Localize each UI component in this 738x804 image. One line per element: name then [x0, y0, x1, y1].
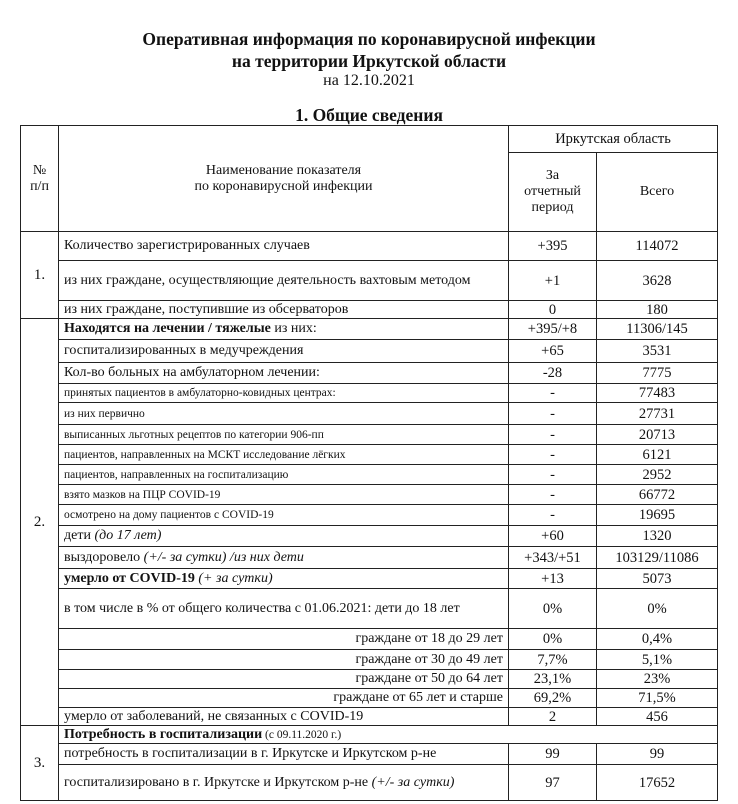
table-row	[21, 301, 718, 319]
table-row	[21, 340, 718, 363]
row-total-value: 20713	[597, 425, 718, 445]
row-period-value: -	[509, 505, 597, 526]
section-heading	[59, 726, 718, 744]
column-header-period	[509, 153, 597, 232]
row-label	[59, 319, 509, 340]
row-label	[59, 569, 509, 589]
row-label: потребность в госпитализации в г. Иркутске и Иркутском р-не	[59, 744, 509, 765]
column-header-period-line1: За	[545, 168, 560, 183]
table-row	[21, 708, 718, 726]
row-total-value: 19695	[597, 505, 718, 526]
row-total-value: 0,4%	[597, 629, 718, 650]
row-label: из них граждане, поступившие из обсерваторов	[59, 301, 509, 319]
column-header-region: Иркутская область	[509, 126, 718, 153]
row-period-value: +395/+8	[509, 319, 597, 340]
row-period-value: 0%	[509, 629, 597, 650]
table-row	[21, 589, 718, 629]
row-period-value: -28	[509, 363, 597, 384]
row-label: граждане от 65 лет и старше	[59, 689, 509, 708]
table-row	[21, 261, 718, 301]
row-label-text: выздоровело	[64, 549, 144, 565]
row-total-value: 6121	[597, 445, 718, 465]
table-row	[21, 765, 718, 801]
row-period-value: +395	[509, 232, 597, 261]
table-row	[21, 363, 718, 384]
table-row	[21, 403, 718, 425]
column-header-period-line3: период	[531, 200, 574, 215]
row-period-value: +65	[509, 340, 597, 363]
row-total-value: 456	[597, 708, 718, 726]
row-label-bold: умерло от COVID-19	[64, 570, 195, 586]
table-row	[21, 485, 718, 505]
row-label	[59, 547, 509, 569]
table-row	[21, 319, 718, 340]
row-label: из них граждане, осуществляющие деятельность вахтовым методом	[59, 261, 509, 301]
row-total-value: 114072	[597, 232, 718, 261]
row-total-value: 23%	[597, 670, 718, 689]
table-row	[21, 744, 718, 765]
row-period-value: 99	[509, 744, 597, 765]
section-heading-bold: Потребность в госпитализации	[64, 726, 263, 742]
table-row	[21, 547, 718, 569]
row-total-value: 7775	[597, 363, 718, 384]
table-row	[21, 670, 718, 689]
section-title: 1. Общие сведения	[295, 105, 443, 125]
row-total-value: 5,1%	[597, 650, 718, 670]
row-label	[59, 765, 509, 801]
row-total-value: 77483	[597, 384, 718, 403]
document-title-line2: на территории Иркутской области	[231, 51, 507, 71]
section-number: 1.	[21, 232, 59, 319]
row-label-bold: Находятся на лечении / тяжелые	[64, 321, 271, 336]
row-label: граждане от 30 до 49 лет	[59, 650, 509, 670]
row-label-italic: (+/- за сутки)	[371, 774, 455, 790]
row-label: в том числе в % от общего количества с 01.06.2021: дети до 18 лет	[59, 589, 509, 629]
row-label: граждане от 50 до 64 лет	[59, 670, 509, 689]
row-total-value: 3531	[597, 340, 718, 363]
table-row	[21, 232, 718, 261]
column-header-indicator-line2: по коронавирусной инфекции	[194, 178, 373, 194]
column-header-total: Всего	[597, 153, 718, 232]
row-label-italic: (до 17 лет)	[94, 528, 162, 543]
column-header-period-line2: отчетный	[524, 184, 581, 199]
table-row	[21, 445, 718, 465]
row-total-value: 180	[597, 301, 718, 319]
row-total-value: 27731	[597, 403, 718, 425]
row-period-value: 2	[509, 708, 597, 726]
row-period-value: -	[509, 485, 597, 505]
row-period-value: +343/+51	[509, 547, 597, 569]
row-total-value: 66772	[597, 485, 718, 505]
document-title-line1: Оперативная информация по коронавирусной инфекции	[142, 29, 596, 49]
table-row	[21, 629, 718, 650]
row-total-value: 3628	[597, 261, 718, 301]
row-label: из них первично	[59, 403, 509, 425]
row-period-value: +1	[509, 261, 597, 301]
row-period-value: 0	[509, 301, 597, 319]
row-period-value: -	[509, 445, 597, 465]
table-row	[21, 650, 718, 670]
table-row	[21, 726, 718, 744]
row-period-value: +60	[509, 526, 597, 547]
row-total-value: 11306/145	[597, 319, 718, 340]
row-period-value: -	[509, 403, 597, 425]
row-label-italic: (+ за сутки)	[194, 570, 273, 586]
report-date: на 12.10.2021	[323, 72, 415, 89]
column-header-indicator	[59, 126, 509, 232]
covid-stats-table	[20, 125, 718, 801]
row-label: пациентов, направленных на госпитализацию	[59, 465, 509, 485]
row-label: осмотрено на дому пациентов с COVID-19	[59, 505, 509, 526]
row-period-value: 23,1%	[509, 670, 597, 689]
row-label: пациентов, направленных на МСКТ исследование лёгких	[59, 445, 509, 465]
row-period-value: -	[509, 425, 597, 445]
row-label: Кол-во больных на амбулаторном лечении:	[59, 363, 509, 384]
row-period-value: 0%	[509, 589, 597, 629]
row-total-value: 99	[597, 744, 718, 765]
table-row	[21, 689, 718, 708]
row-period-value: 7,7%	[509, 650, 597, 670]
row-total-value: 5073	[597, 569, 718, 589]
row-label: выписанных льготных рецептов по категории 906-пп	[59, 425, 509, 445]
column-header-indicator-line1: Наименование показателя	[205, 162, 362, 178]
row-label: граждане от 18 до 29 лет	[59, 629, 509, 650]
table-row	[21, 465, 718, 485]
row-label: взято мазков на ПЦР COVID-19	[59, 485, 509, 505]
row-label-italic: (+/- за сутки) /из них дети	[143, 549, 304, 565]
row-label: Количество зарегистрированных случаев	[59, 232, 509, 261]
row-period-value: -	[509, 465, 597, 485]
table-row	[21, 505, 718, 526]
table-row	[21, 425, 718, 445]
row-total-value: 2952	[597, 465, 718, 485]
section-number: 2.	[21, 319, 59, 726]
row-label: госпитализированных в медучреждения	[59, 340, 509, 363]
table-row	[21, 526, 718, 547]
row-total-value: 0%	[597, 589, 718, 629]
table-row	[21, 569, 718, 589]
row-label: принятых пациентов в амбулаторно-ковидных центрах:	[59, 384, 509, 403]
section-heading-rest: (с 09.11.2020 г.)	[262, 728, 342, 741]
row-label-text: дети	[64, 528, 95, 543]
row-total-value: 71,5%	[597, 689, 718, 708]
row-total-value: 1320	[597, 526, 718, 547]
row-total-value: 17652	[597, 765, 718, 801]
column-header-number: № п/п	[21, 126, 59, 232]
table-row	[21, 384, 718, 403]
row-period-value: 69,2%	[509, 689, 597, 708]
row-label-rest: из них:	[270, 321, 317, 336]
row-period-value: +13	[509, 569, 597, 589]
row-label	[59, 526, 509, 547]
section-number: 3.	[21, 726, 59, 801]
row-label: умерло от заболеваний, не связанных с COVID-19	[59, 708, 509, 726]
row-total-value: 103129/11086	[597, 547, 718, 569]
row-period-value: 97	[509, 765, 597, 801]
row-period-value: -	[509, 384, 597, 403]
row-label-text: госпитализировано в г. Иркутске и Иркутском р-не	[64, 774, 372, 790]
